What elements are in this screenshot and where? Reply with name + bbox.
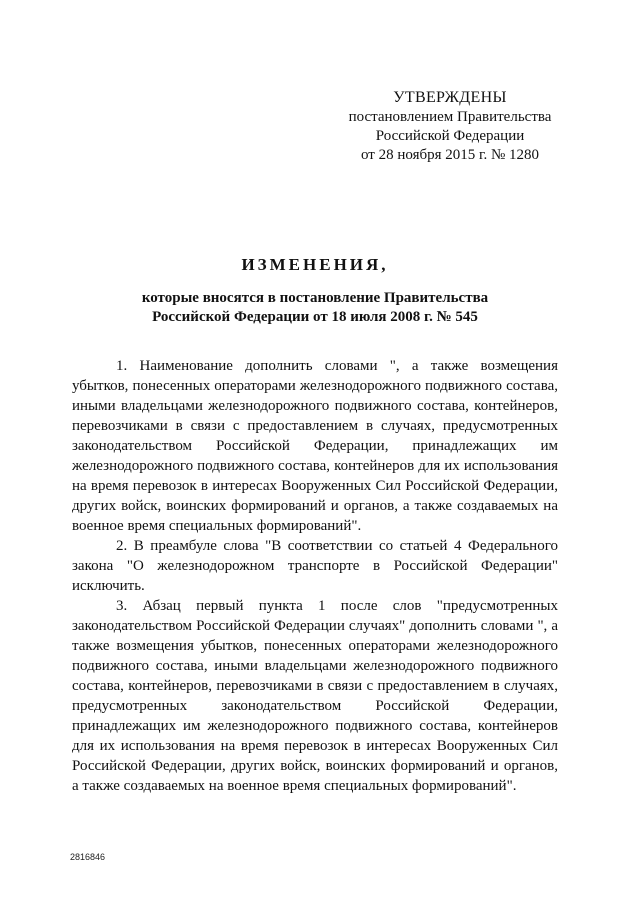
paragraph-1: 1. Наименование дополнить словами ", а также возмещения убытков, понесенных операторами железнодорожного подвижного состава, иными владельцами железнодорожного подвижного состава, контейнеров, перевозчиками в связи с предоставлением в случаях, предусмотренных законодательством Российской Федерации, принадлежащих им железнодорожного подвижного состава, контейнеров для их использования на время перевозок в интересах Вооруженных Сил Российской Федерации, других войск, воинских формирований и органов, а также создаваемых на военное время специальных формирований". [72, 358, 558, 534]
document-number: 2816846 [70, 852, 106, 862]
approval-block [340, 88, 560, 165]
approval-line-1: постановлением Правительства [348, 109, 552, 125]
paragraph-2: 2. В преамбуле слова "В соответствии со статьей 4 Федерального закона "О железнодорожном транспорте в Российской Федерации" исключить. [72, 538, 558, 594]
document-title: ИЗМЕНЕНИЯ, [241, 255, 389, 274]
subtitle-line-2: Российской Федерации от 18 июля 2008 г. № 545 [152, 309, 478, 325]
document-heading [70, 255, 560, 327]
approval-heading: УТВЕРЖДЕНЫ [393, 89, 507, 106]
document-body [72, 356, 558, 796]
approval-line-2: Российской Федерации [375, 128, 525, 144]
subtitle-line-1: которые вносятся в постановление Правительства [141, 290, 489, 306]
document-subtitle [70, 289, 560, 327]
approval-line-3: от 28 ноября 2015 г. № 1280 [360, 147, 540, 163]
paragraph-3: 3. Абзац первый пункта 1 после слов "предусмотренных законодательством Российской Федерации случаях" дополнить словами ", а также возмещения убытков, понесенных операторами железнодорожного подвижного состава, иными владельцами железнодорожного подвижного состава, контейнеров, перевозчиками в связи с предоставлением в случаях, предусмотренных законодательством Российской Федерации, принадлежащих им железнодорожного подвижного состава, контейнеров для их использования на время перевозок в интересах Вооруженных Сил Российской Федерации, других войск, воинских формирований и органов, а также создаваемых на военное время специальных формирований". [72, 598, 558, 794]
